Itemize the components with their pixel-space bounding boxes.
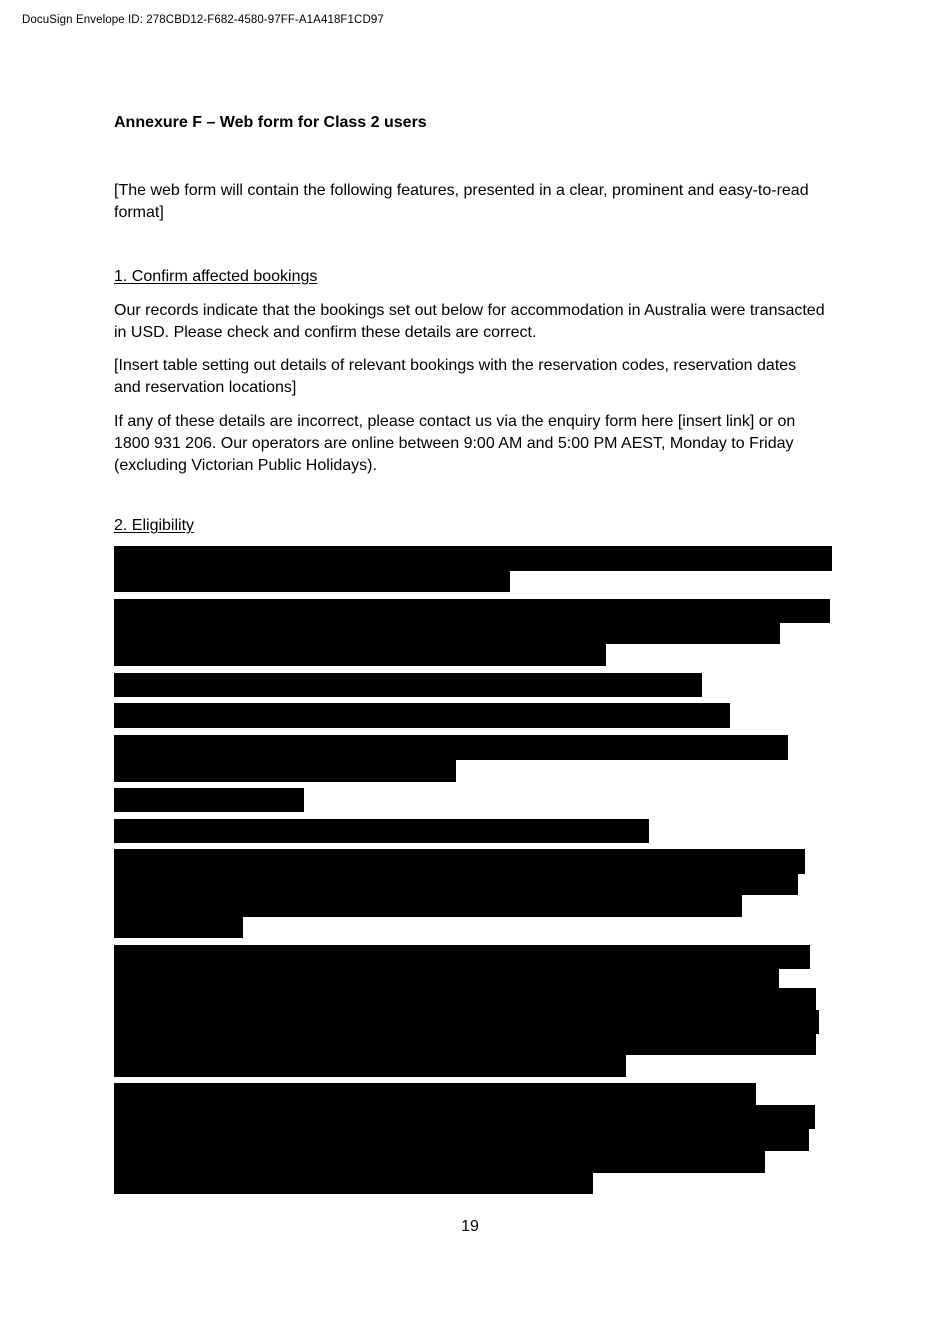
redaction-block: [114, 893, 742, 917]
redaction-block: [114, 546, 832, 571]
section-2-title: 2. Eligibility: [114, 517, 195, 534]
redaction-block: [114, 569, 510, 592]
intro-paragraph: [The web form will contain the following features, presented in a clear, prominent and easy-to-read format]: [114, 182, 809, 221]
redaction-block: [114, 758, 456, 782]
redaction-block: [114, 735, 788, 760]
redaction-block: [114, 1149, 765, 1173]
redaction-block: [114, 1127, 809, 1151]
redaction-block: [114, 1105, 815, 1129]
redaction-block: [114, 1010, 819, 1034]
redaction-block: [114, 599, 830, 623]
page-number: 19: [461, 1218, 479, 1235]
redaction-block: [114, 703, 730, 728]
redaction-block: [114, 945, 810, 969]
redaction-block: [114, 788, 304, 812]
redaction-block: [114, 1032, 816, 1055]
redaction-block: [114, 915, 243, 938]
redaction-block: [114, 967, 779, 990]
redaction-block: [114, 1053, 626, 1077]
redaction-block: [114, 872, 798, 895]
section-1-paragraph-1: Our records indicate that the bookings set out below for accommodation in Australia were transacted in USD. Please check and confirm these details are correct.: [114, 302, 825, 341]
redaction-block: [114, 621, 780, 644]
section-1-paragraph-2: [Insert table setting out details of relevant bookings with the reservation codes, reservation dates and reservation locations]: [114, 357, 797, 396]
annexure-heading: Annexure F – Web form for Class 2 users: [114, 114, 427, 131]
envelope-id: DocuSign Envelope ID: 278CBD12-F682-4580-97FF-A1A418F1CD97: [22, 14, 384, 26]
redaction-block: [114, 642, 606, 666]
redaction-block: [114, 988, 816, 1012]
redaction-block: [114, 819, 649, 843]
redaction-block: [114, 1171, 593, 1194]
section-1-paragraph-3: If any of these details are incorrect, please contact us via the enquiry form here [insert link] or on 1800 931 206. Our operators are online between 9:00 AM and 5:00 PM AEST, Monday to Friday (excluding Victorian Public Holidays).: [114, 413, 796, 474]
redaction-block: [114, 673, 702, 697]
redaction-block: [114, 849, 805, 874]
section-1-title: 1. Confirm affected bookings: [114, 268, 318, 285]
